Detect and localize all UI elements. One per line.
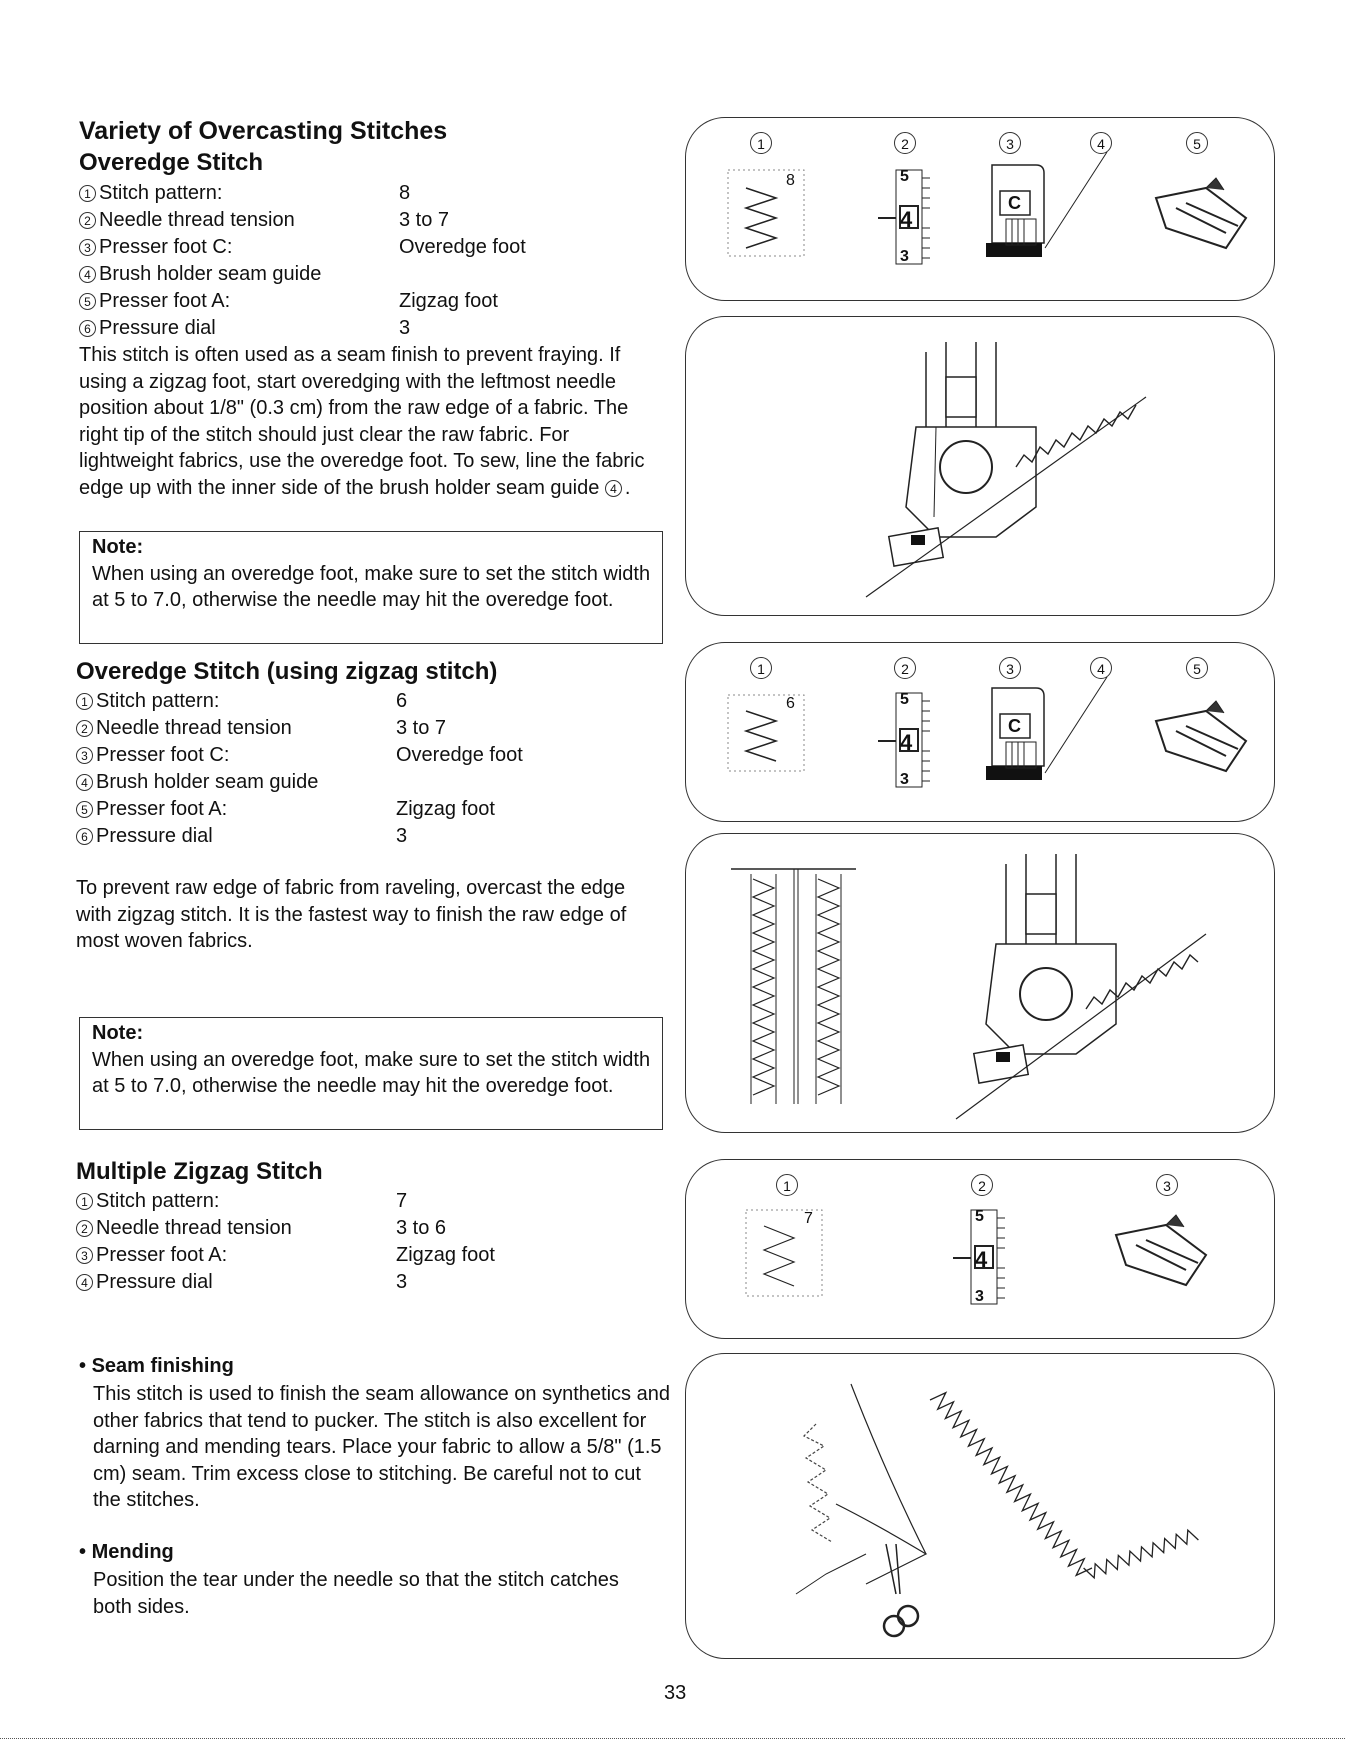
note-text: When using an overedge foot, make sure to set the stitch width at 5 to 7.0, otherwise the needle may hit the overedge foot. xyxy=(92,562,651,611)
ref-marker: 4 xyxy=(605,480,622,497)
seam-finishing-bullet: • Seam finishing xyxy=(79,1355,234,1377)
dial-number-5: 5 xyxy=(975,1208,984,1225)
mending-bullet: • Mending xyxy=(79,1541,174,1563)
marker-3: 3 xyxy=(999,657,1021,679)
setting-number-marker: 3 xyxy=(76,747,93,764)
mending-figure xyxy=(685,1353,1275,1659)
marker-3: 3 xyxy=(999,132,1021,154)
setting-value: Overedge foot xyxy=(399,236,526,258)
dial-number-4: 4 xyxy=(900,730,913,755)
setting-label: Presser foot A: xyxy=(96,798,228,820)
setting-label: Presser foot C: xyxy=(96,744,230,766)
setting-label: Pressure dial xyxy=(99,317,216,339)
dial-number-5: 5 xyxy=(900,168,909,185)
setting-row xyxy=(79,236,526,259)
setting-number-marker: 4 xyxy=(76,774,93,791)
setting-value: 7 xyxy=(396,1190,408,1212)
setting-row xyxy=(76,1190,408,1213)
setting-number-marker: 1 xyxy=(79,185,96,202)
setting-row xyxy=(76,690,408,713)
setting-number-marker: 2 xyxy=(76,1220,93,1237)
mending-illustration xyxy=(686,1354,1276,1660)
seam-guide-pointer xyxy=(1041,148,1121,248)
setting-number-marker: 6 xyxy=(79,320,96,337)
setting-number-marker: 2 xyxy=(79,212,96,229)
note-text: When using an overedge foot, make sure to set the stitch width at 5 to 7.0, otherwise the needle may hit the overedge foot. xyxy=(92,1048,651,1097)
multiple-zigzag-horizontal xyxy=(1084,1530,1199,1578)
setting-value: Overedge foot xyxy=(396,744,523,766)
setting-row xyxy=(76,798,495,821)
setting-number-marker: 3 xyxy=(79,239,96,256)
dial-number-3: 3 xyxy=(900,248,909,265)
setting-row xyxy=(76,1244,495,1267)
zigzag-overedge-note xyxy=(79,1017,663,1130)
setting-row xyxy=(76,717,447,740)
setting-value: 8 xyxy=(399,182,411,204)
marker-5: 5 xyxy=(1186,657,1208,679)
setting-row xyxy=(76,771,318,794)
marker-5: 5 xyxy=(1186,132,1208,154)
setting-label: Stitch pattern: xyxy=(96,690,220,712)
setting-number-marker: 6 xyxy=(76,828,93,845)
setting-number-marker: 1 xyxy=(76,693,93,710)
setting-label: Presser foot C: xyxy=(99,236,233,258)
foot-letter: C xyxy=(1008,716,1021,736)
zigzag-overedge-settings-figure xyxy=(685,642,1275,822)
setting-value: 3 xyxy=(396,1271,408,1293)
bottom-rule xyxy=(0,1738,1345,1739)
zigzag-overedge-paragraph: To prevent raw edge of fabric from raveling, overcast the edge with zigzag stitch. It is the fastest way to finish the raw edge of most woven fabrics. xyxy=(76,877,627,952)
setting-number-marker: 2 xyxy=(76,720,93,737)
setting-value: 3 to 6 xyxy=(396,1217,447,1239)
overedge-sewing-illustration xyxy=(686,317,1276,617)
marker-1: 1 xyxy=(776,1174,798,1196)
setting-label: Needle thread tension xyxy=(96,717,292,739)
section-title: Variety of Overcasting Stitches xyxy=(79,117,448,145)
note-title: Note: xyxy=(92,1022,144,1044)
setting-label: Needle thread tension xyxy=(99,209,295,231)
setting-row xyxy=(79,290,498,313)
setting-row xyxy=(79,317,411,340)
setting-number-marker: 5 xyxy=(76,801,93,818)
marker-3: 3 xyxy=(1156,1174,1178,1196)
setting-value: Zigzag foot xyxy=(396,798,495,820)
setting-label: Needle thread tension xyxy=(96,1217,292,1239)
setting-value: 3 xyxy=(396,825,408,847)
dial-number-3: 3 xyxy=(975,1288,984,1305)
marker-2: 2 xyxy=(894,132,916,154)
marker-2: 2 xyxy=(971,1174,993,1196)
overedge-stitch-heading: Overedge Stitch xyxy=(79,149,264,176)
overedge-note xyxy=(79,531,663,644)
marker-4: 4 xyxy=(1090,132,1112,154)
zigzag-stitch-right xyxy=(818,879,839,1095)
setting-label: Stitch pattern: xyxy=(96,1190,220,1212)
multiple-zigzag-heading: Multiple Zigzag Stitch xyxy=(76,1158,323,1185)
overedge-settings-figure xyxy=(685,117,1275,301)
setting-label: Brush holder seam guide xyxy=(96,771,319,793)
setting-label: Pressure dial xyxy=(96,1271,213,1293)
setting-row xyxy=(79,209,450,232)
setting-value: Zigzag foot xyxy=(399,290,498,312)
dial-number-5: 5 xyxy=(900,691,909,708)
setting-value: Zigzag foot xyxy=(396,1244,495,1266)
mending-text: Position the tear under the needle so that the stitch catches both sides. xyxy=(93,1569,619,1618)
pattern-number: 6 xyxy=(786,695,795,712)
page-number: 33 xyxy=(664,1682,687,1704)
zigzag-overedge-heading: Overedge Stitch (using zigzag stitch) xyxy=(76,658,498,685)
marker-4: 4 xyxy=(1090,657,1112,679)
setting-number-marker: 4 xyxy=(79,266,96,283)
setting-row xyxy=(76,825,408,848)
setting-label: Stitch pattern: xyxy=(99,182,223,204)
multiple-zigzag-diagonal xyxy=(930,1393,1092,1576)
setting-label: Presser foot A: xyxy=(96,1244,228,1266)
setting-number-marker: 5 xyxy=(79,293,96,310)
setting-value: 3 to 7 xyxy=(396,717,447,739)
pattern-number: 8 xyxy=(786,172,795,189)
setting-label: Presser foot A: xyxy=(99,290,231,312)
dial-number-3: 3 xyxy=(900,771,909,788)
overedge-paragraph: This stitch is often used as a seam finish to prevent fraying. If using a zigzag foot, start overedging with the leftmost needle position about 1/8" (0.3 cm) from the raw edge of a fabric. The right tip of the stitch should just clear the raw fabric. For lightweight fabrics, use the overedge foot. To sew, line the fabric edge up with the inner side of the brush holder seam guide 4 . xyxy=(79,344,645,499)
zigzag-foot-icon xyxy=(1146,178,1256,258)
marker-2: 2 xyxy=(894,657,916,679)
foot-letter: C xyxy=(1008,193,1021,213)
setting-number-marker: 3 xyxy=(76,1247,93,1264)
dial-number-4: 4 xyxy=(900,207,913,232)
pattern-number: 7 xyxy=(804,1210,813,1227)
setting-number-marker: 1 xyxy=(76,1193,93,1210)
marker-1: 1 xyxy=(750,132,772,154)
zigzag-foot-icon xyxy=(1146,701,1256,781)
zigzag-sewing-illustration xyxy=(686,834,1276,1134)
zigzag-sewing-figure xyxy=(685,833,1275,1133)
setting-label: Pressure dial xyxy=(96,825,213,847)
zigzag-stitch-left xyxy=(753,879,774,1095)
zigzag-foot-icon xyxy=(1106,1215,1216,1295)
setting-row xyxy=(76,1271,408,1294)
setting-row xyxy=(76,1217,447,1240)
dial-number-4: 4 xyxy=(975,1247,988,1272)
setting-number-marker: 4 xyxy=(76,1274,93,1291)
setting-value: 3 xyxy=(399,317,411,339)
setting-label: Brush holder seam guide xyxy=(99,263,322,285)
marker-1: 1 xyxy=(750,657,772,679)
note-title: Note: xyxy=(92,536,144,558)
setting-row xyxy=(79,263,321,286)
seam-finishing-text: This stitch is used to finish the seam allowance on synthetics and other fabrics that tend to pucker. The stitch is also excellent for darning and mending tears. Place your fabric to allow a 5/8" (1.5 cm) seam. Trim excess close to stitching. Be careful not to cut the stitches. xyxy=(93,1383,670,1511)
multiple-zigzag-settings-figure xyxy=(685,1159,1275,1339)
setting-value: 3 to 7 xyxy=(399,209,450,231)
setting-row xyxy=(79,182,411,205)
seam-guide-pointer xyxy=(1041,673,1121,773)
setting-value: 6 xyxy=(396,690,408,712)
overedge-sewing-figure xyxy=(685,316,1275,616)
setting-row xyxy=(76,744,523,767)
